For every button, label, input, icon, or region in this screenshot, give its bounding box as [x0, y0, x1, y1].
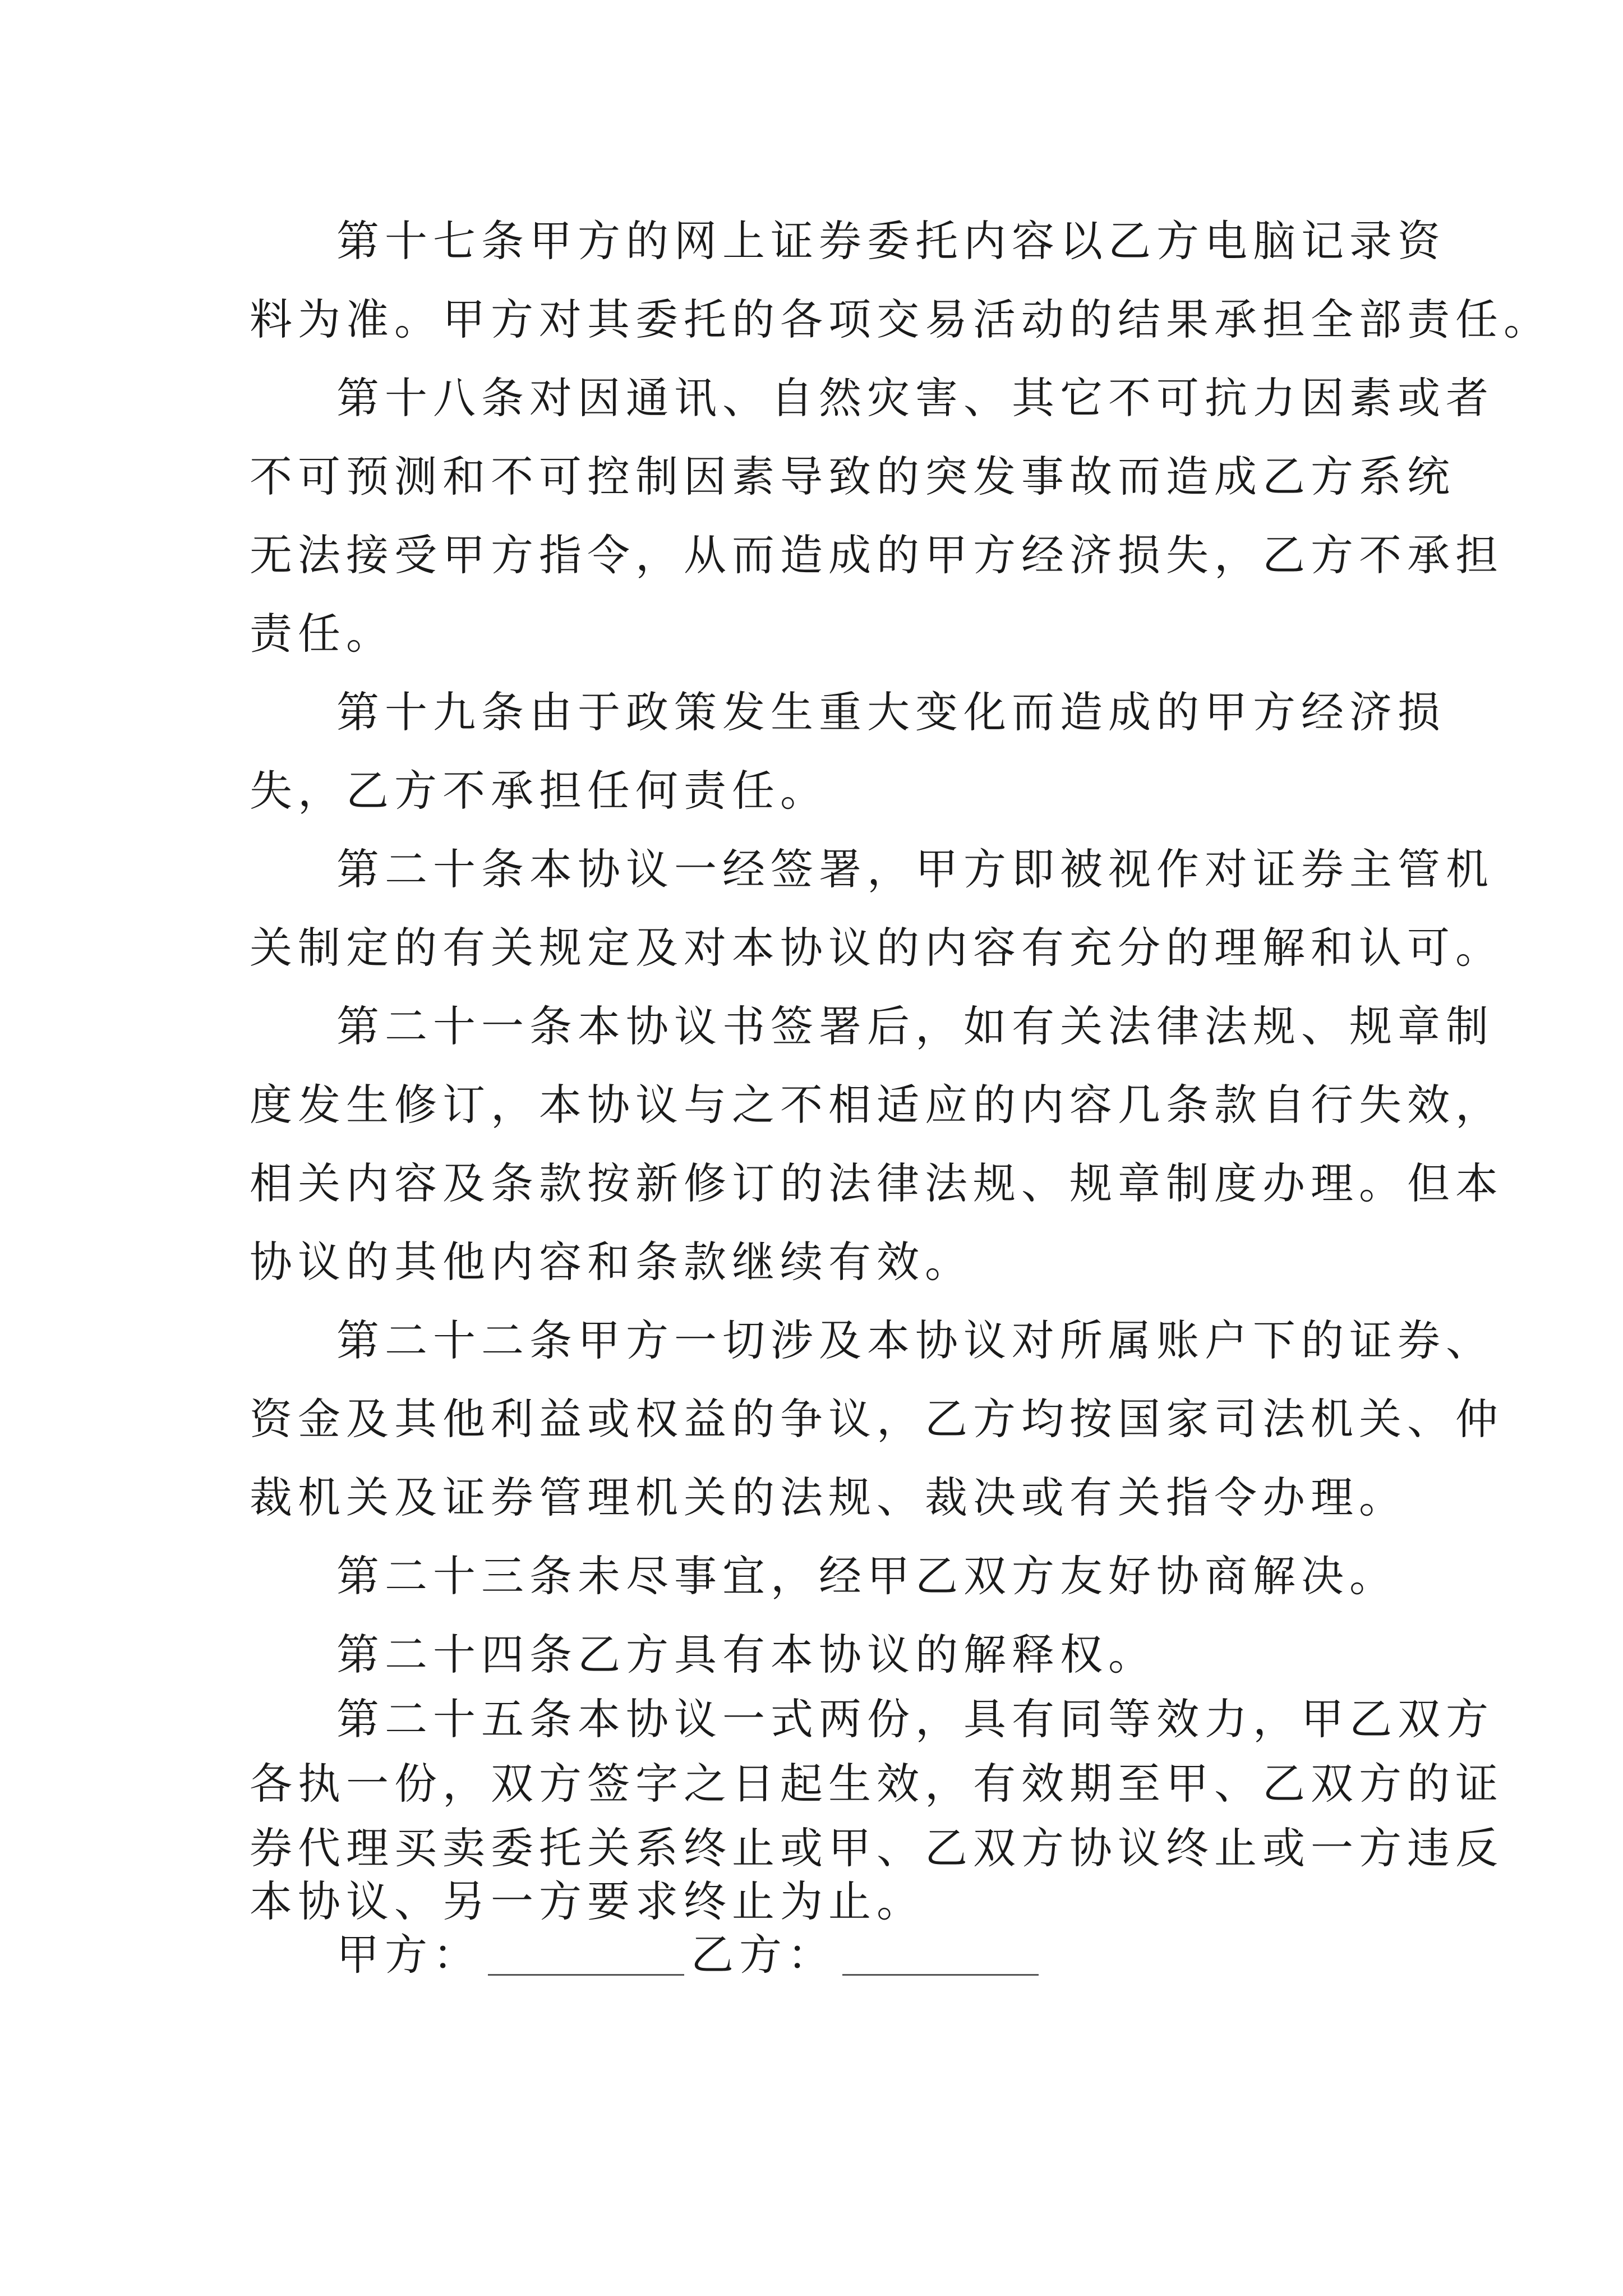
- party-a-label: 甲方：: [336, 1930, 481, 1980]
- article-20-line-1: 第二十条本协议一经签署，甲方即被视作对证券主管机: [336, 844, 1494, 894]
- article-22-line-1: 第二十二条甲方一切涉及本协议对所属账户下的证券、: [336, 1315, 1494, 1365]
- article-21-line-2: 度发生修订，本协议与之不相适应的内容几条款自行失效，: [250, 1080, 1504, 1130]
- article-19-line-1: 第十九条由于政策发生重大变化而造成的甲方经济损: [336, 687, 1446, 737]
- article-24-line-1: 第二十四条乙方具有本协议的解释权。: [336, 1630, 1156, 1680]
- signature-row: [336, 1930, 1045, 1980]
- party-b-signature-field[interactable]: [842, 1935, 1039, 1976]
- article-23-line-1: 第二十三条未尽事宜，经甲乙双方友好协商解决。: [336, 1551, 1398, 1601]
- article-25-line-2: 各执一份，双方签字之日起生效，有效期至甲、乙双方的证: [250, 1759, 1504, 1809]
- article-21-line-3: 相关内容及条款按新修订的法律法规、规章制度办理。但本: [250, 1158, 1504, 1208]
- article-18-line-2: 不可预测和不可控制因素导致的突发事故而造成乙方系统: [250, 452, 1455, 501]
- article-17-line-2: 料为准。甲方对其委托的各项交易活动的结果承担全部责任。: [250, 295, 1552, 344]
- article-25-line-3: 券代理买卖委托关系终止或甲、乙双方协议终止或一方违反: [250, 1823, 1504, 1873]
- article-17-line-1: 第十七条甲方的网上证券委托内容以乙方电脑记录资: [336, 216, 1446, 266]
- article-25-line-4: 本协议、另一方要求终止为止。: [250, 1876, 925, 1926]
- article-22-line-3: 裁机关及证券管理机关的法规、裁决或有关指令办理。: [250, 1473, 1407, 1522]
- article-18-line-3: 无法接受甲方指令，从而造成的甲方经济损失，乙方不承担: [250, 530, 1504, 580]
- article-18-line-4: 责任。: [250, 609, 394, 659]
- article-19-line-2: 失，乙方不承担任何责任。: [250, 766, 828, 816]
- article-22-line-2: 资金及其他利益或权益的争议，乙方均按国家司法机关、仲: [250, 1394, 1504, 1444]
- party-b-label: 乙方：: [691, 1930, 836, 1980]
- article-18-line-1: 第十八条对因通讯、自然灾害、其它不可抗力因素或者: [336, 373, 1494, 423]
- article-21-line-4: 协议的其他内容和条款继续有效。: [250, 1237, 973, 1287]
- article-21-line-1: 第二十一条本协议书签署后，如有关法律法规、规章制: [336, 1001, 1494, 1051]
- article-25-line-1: 第二十五条本协议一式两份，具有同等效力，甲乙双方: [336, 1694, 1494, 1744]
- party-a-signature-field[interactable]: [488, 1935, 684, 1976]
- article-20-line-2: 关制定的有关规定及对本协议的内容有充分的理解和认可。: [250, 923, 1504, 973]
